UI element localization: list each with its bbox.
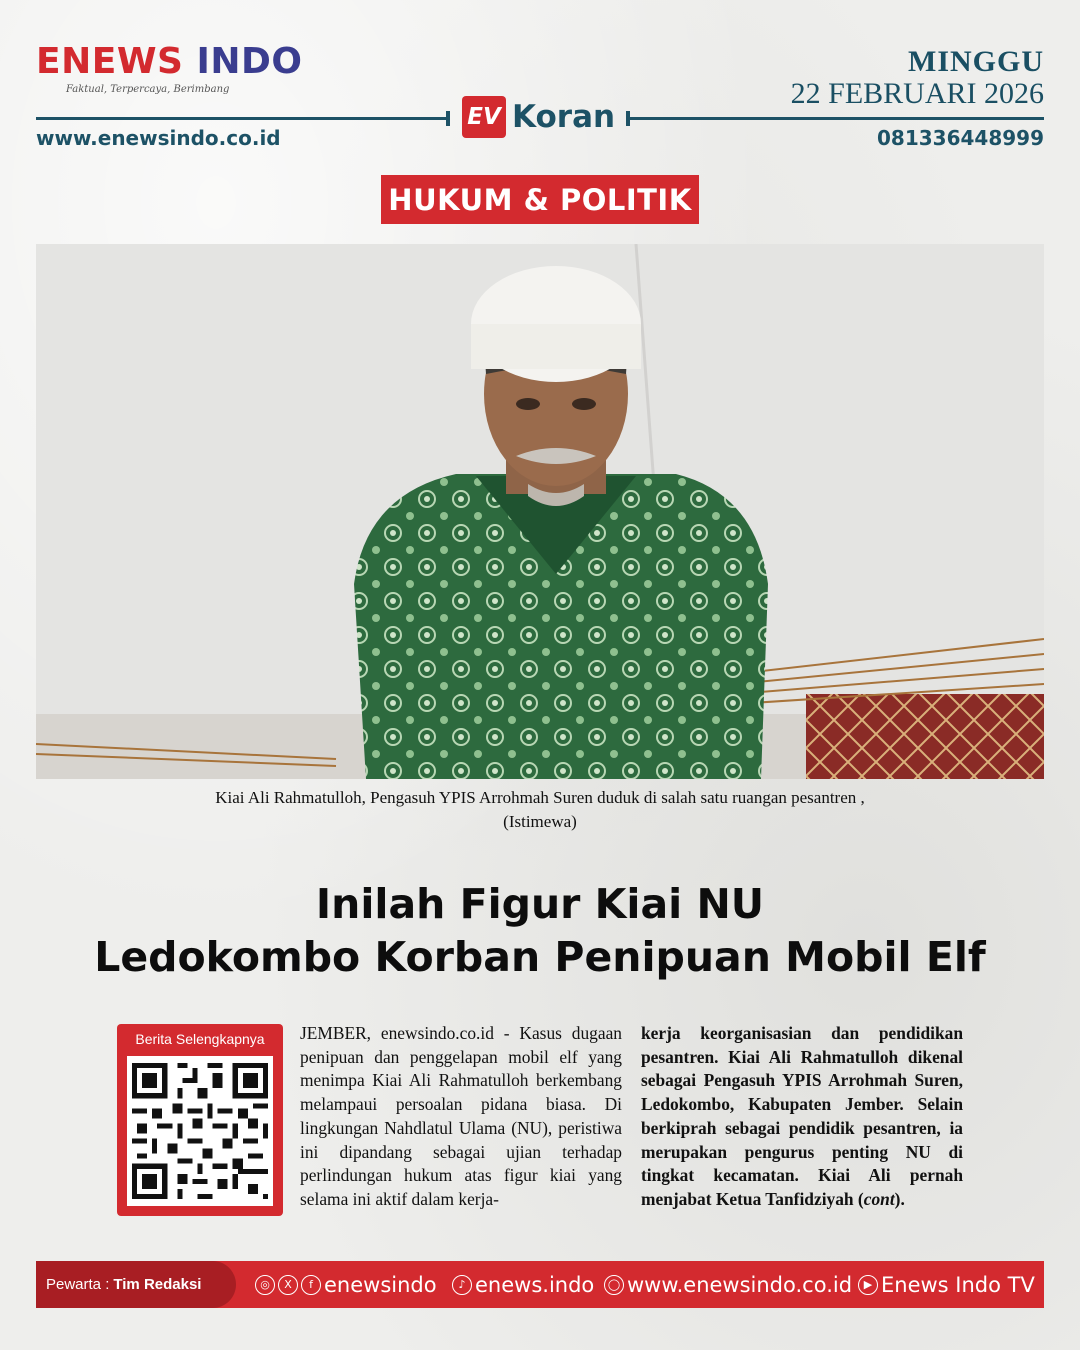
- youtube-channel[interactable]: Enews Indo TV: [881, 1272, 1035, 1297]
- headline-line1: Inilah Figur Kiai NU: [315, 880, 765, 928]
- issue-date: [791, 47, 1044, 109]
- header-phone: 081336448999: [877, 126, 1044, 150]
- brand-tagline: Faktual, Terpercaya, Berimbang: [66, 84, 230, 95]
- reporter-label: Pewarta :: [46, 1276, 110, 1293]
- headline-line2: Ledokombo Korban Penipuan Mobil Elf: [94, 933, 986, 981]
- issue-date-full: 22 FEBRUARI 2026: [790, 77, 1044, 110]
- article-column-2: [641, 1022, 963, 1212]
- divider-end-right: [626, 111, 630, 126]
- brand-name: [36, 41, 303, 82]
- photo-caption-text: Kiai Ali Rahmatulloh, Pengasuh YPIS Arrohmah Suren duduk di salah satu ruangan pesantren ,: [215, 788, 865, 807]
- ev-logo-icon: EV: [462, 96, 506, 138]
- article-photo-illustration: [36, 244, 1044, 779]
- photo-caption: [36, 786, 1044, 834]
- qr-card[interactable]: [117, 1024, 283, 1216]
- social-handle[interactable]: enewsindo: [324, 1272, 437, 1297]
- header-divider-left: [36, 117, 448, 120]
- footer-reporter: [36, 1261, 236, 1308]
- footer-website-link[interactable]: www.enewsindo.co.id: [627, 1272, 853, 1297]
- tiktok-handle[interactable]: enews.indo: [475, 1272, 595, 1297]
- brand-name-part1: ENEWS: [36, 41, 184, 82]
- facebook-icon[interactable]: f: [301, 1275, 321, 1295]
- instagram-icon[interactable]: ◎: [255, 1275, 275, 1295]
- category-badge: HUKUM & POLITIK: [381, 175, 699, 224]
- article-cont-marker: cont: [863, 1188, 895, 1209]
- edition-label: Koran: [512, 99, 616, 135]
- x-icon[interactable]: X: [278, 1275, 298, 1295]
- article-column-2-text: kerja keorganisasian dan pendidikan pesantren. Kiai Ali Rahmatulloh dikenal sebagai Pengasuh YPIS Arrohmah Suren, Ledokombo, Kabupaten Jember. Selain berkiprah sebagai pendidik pesantren, ia merupakan pengurus penting NU di tingkat kecamatan. Kiai Ali pernah menjabat Ketua Tanfidziyah (: [641, 1023, 963, 1209]
- header-divider-right: [628, 117, 1044, 120]
- qr-title: Berita Selengkapnya: [135, 1031, 265, 1047]
- brand-name-part2: INDO: [196, 41, 303, 82]
- qr-code-graphic: [127, 1056, 273, 1206]
- article-column-1: JEMBER, enewsindo.co.id - Kasus dugaan penipuan dan penggelapan mobil elf yang menimpa Kiai Ali Rahmatulloh berkembang melampaui persoalan pidana biasa. Di lingkungan Nahdlatul Ulama (NU), peristiwa ini dipandang sebagai ujian terhadap perlindungan hukum atas figur kiai yang selama ini aktif dalam kerja-: [300, 1023, 622, 1209]
- edition-logo: [462, 96, 615, 138]
- globe-icon[interactable]: ◯: [604, 1275, 624, 1295]
- header-website-link[interactable]: www.enewsindo.co.id: [36, 126, 281, 150]
- youtube-icon[interactable]: ▶: [858, 1275, 878, 1295]
- article-column-2-end: ).: [894, 1188, 905, 1209]
- footer-tiktok[interactable]: [452, 1261, 594, 1308]
- photo-credit: (Istimewa): [503, 812, 577, 831]
- divider-end-left: [446, 111, 450, 126]
- footer-website[interactable]: [604, 1261, 852, 1308]
- article-photo: [36, 244, 1044, 779]
- qr-code-icon[interactable]: [127, 1056, 273, 1206]
- footer-bar: [36, 1261, 1044, 1308]
- footer-social-accounts[interactable]: [255, 1261, 437, 1308]
- article-headline: [20, 878, 1060, 984]
- footer-youtube[interactable]: [858, 1261, 1035, 1308]
- reporter-name: Tim Redaksi: [113, 1276, 202, 1293]
- issue-day: MINGGU: [908, 45, 1044, 78]
- brand-logo: [36, 41, 303, 95]
- tiktok-icon[interactable]: ♪: [452, 1275, 472, 1295]
